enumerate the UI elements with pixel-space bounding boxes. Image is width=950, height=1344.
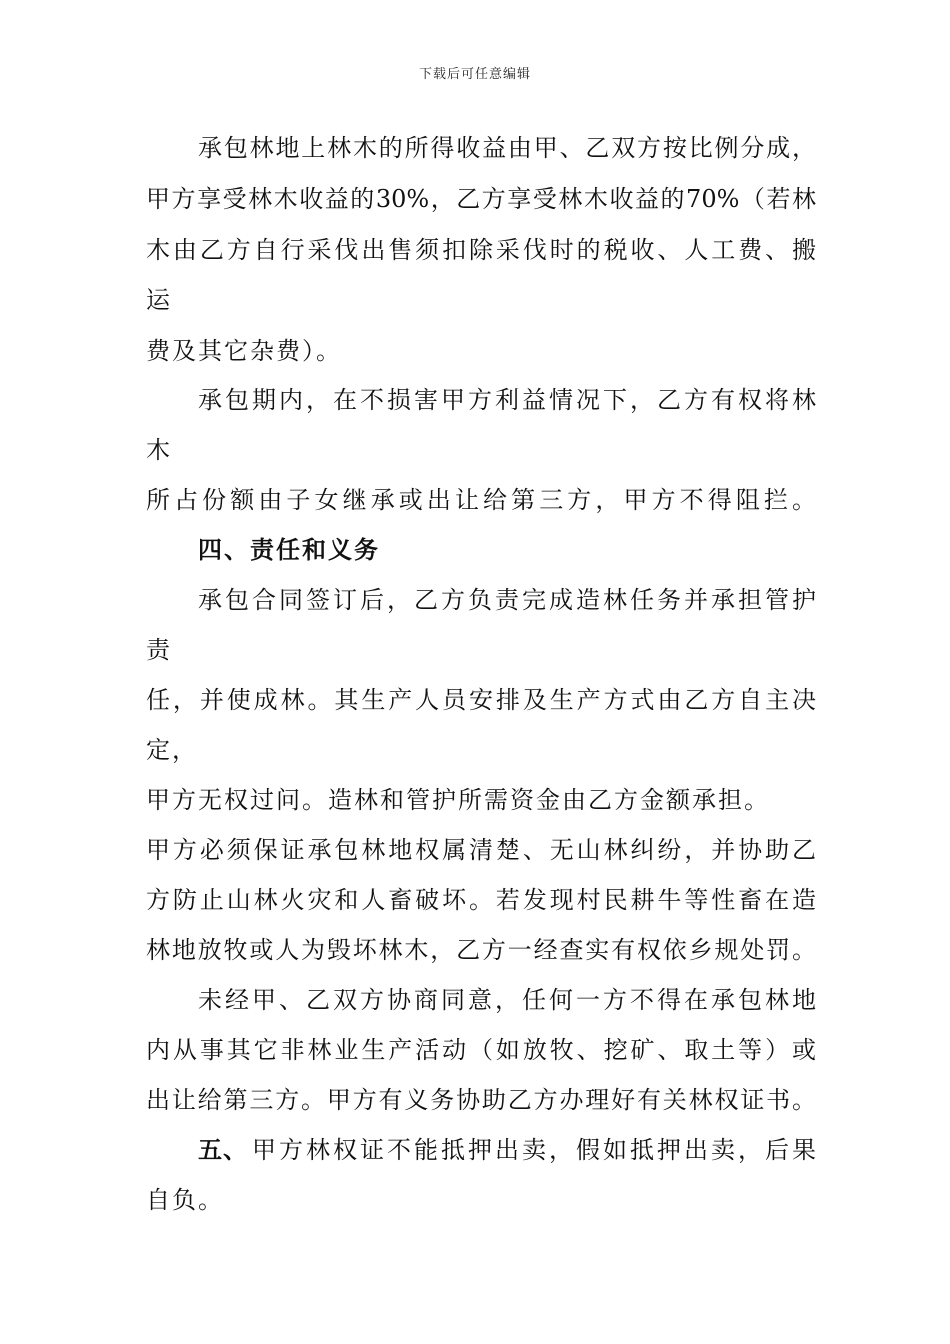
- paragraph-line: 所占份额由子女继承或出让给第三方，甲方不得阻拦。: [146, 486, 816, 514]
- paragraph-line: 林地放牧或人为毁坏林木，乙方一经查实有权依乡规处罚。: [146, 936, 816, 964]
- paragraph-line: 方防止山林火灾和人畜破坏。若发现村民耕牛等性畜在造: [146, 886, 816, 914]
- paragraph-line: 木: [146, 436, 172, 464]
- paragraph-line: 费及其它杂费）。: [146, 337, 342, 365]
- paragraph-line: 甲方必须保证承包林地权属清楚、无山林纠纷，并协助乙: [146, 836, 816, 864]
- paragraph-line: 自负。: [146, 1186, 224, 1214]
- paragraph-line: 甲方享受林木收益的30%，乙方享受林木收益的70%（若林: [146, 185, 816, 213]
- section-heading: 四、责任和义务: [198, 535, 380, 564]
- paragraph-line: 责: [146, 636, 172, 664]
- paragraph-line: 任，并使成林。其生产人员安排及生产方式由乙方自主决: [146, 686, 816, 714]
- paragraph-line: 承包合同签订后，乙方负责完成造林任务并承担管护: [198, 586, 816, 614]
- paragraph-line: 运: [146, 286, 172, 314]
- paragraph-line: 出让给第三方。甲方有义务协助乙方办理好有关林权证书。: [146, 1086, 816, 1114]
- paragraph-line: 木由乙方自行采伐出售须扣除采伐时的税收、人工费、搬: [146, 236, 816, 264]
- page-header: 下载后可任意编辑: [418, 67, 531, 82]
- paragraph-line: 内从事其它非林业生产活动（如放牧、挖矿、取土等）或: [146, 1036, 816, 1064]
- paragraph-line: 未经甲、乙双方协商同意，任何一方不得在承包林地: [198, 986, 816, 1014]
- paragraph-line: 承包林地上林木的所得收益由甲、乙双方按比例分成，: [198, 134, 816, 162]
- paragraph-line: 甲方林权证不能抵押出卖，假如抵押出卖，后果: [252, 1136, 816, 1164]
- paragraph-line: 定，: [146, 736, 198, 764]
- paragraph-line: 承包期内，在不损害甲方利益情况下，乙方有权将林: [198, 386, 816, 414]
- paragraph-line: 甲方无权过问。造林和管护所需资金由乙方金额承担。: [146, 786, 770, 814]
- section-number: 五、: [198, 1135, 248, 1164]
